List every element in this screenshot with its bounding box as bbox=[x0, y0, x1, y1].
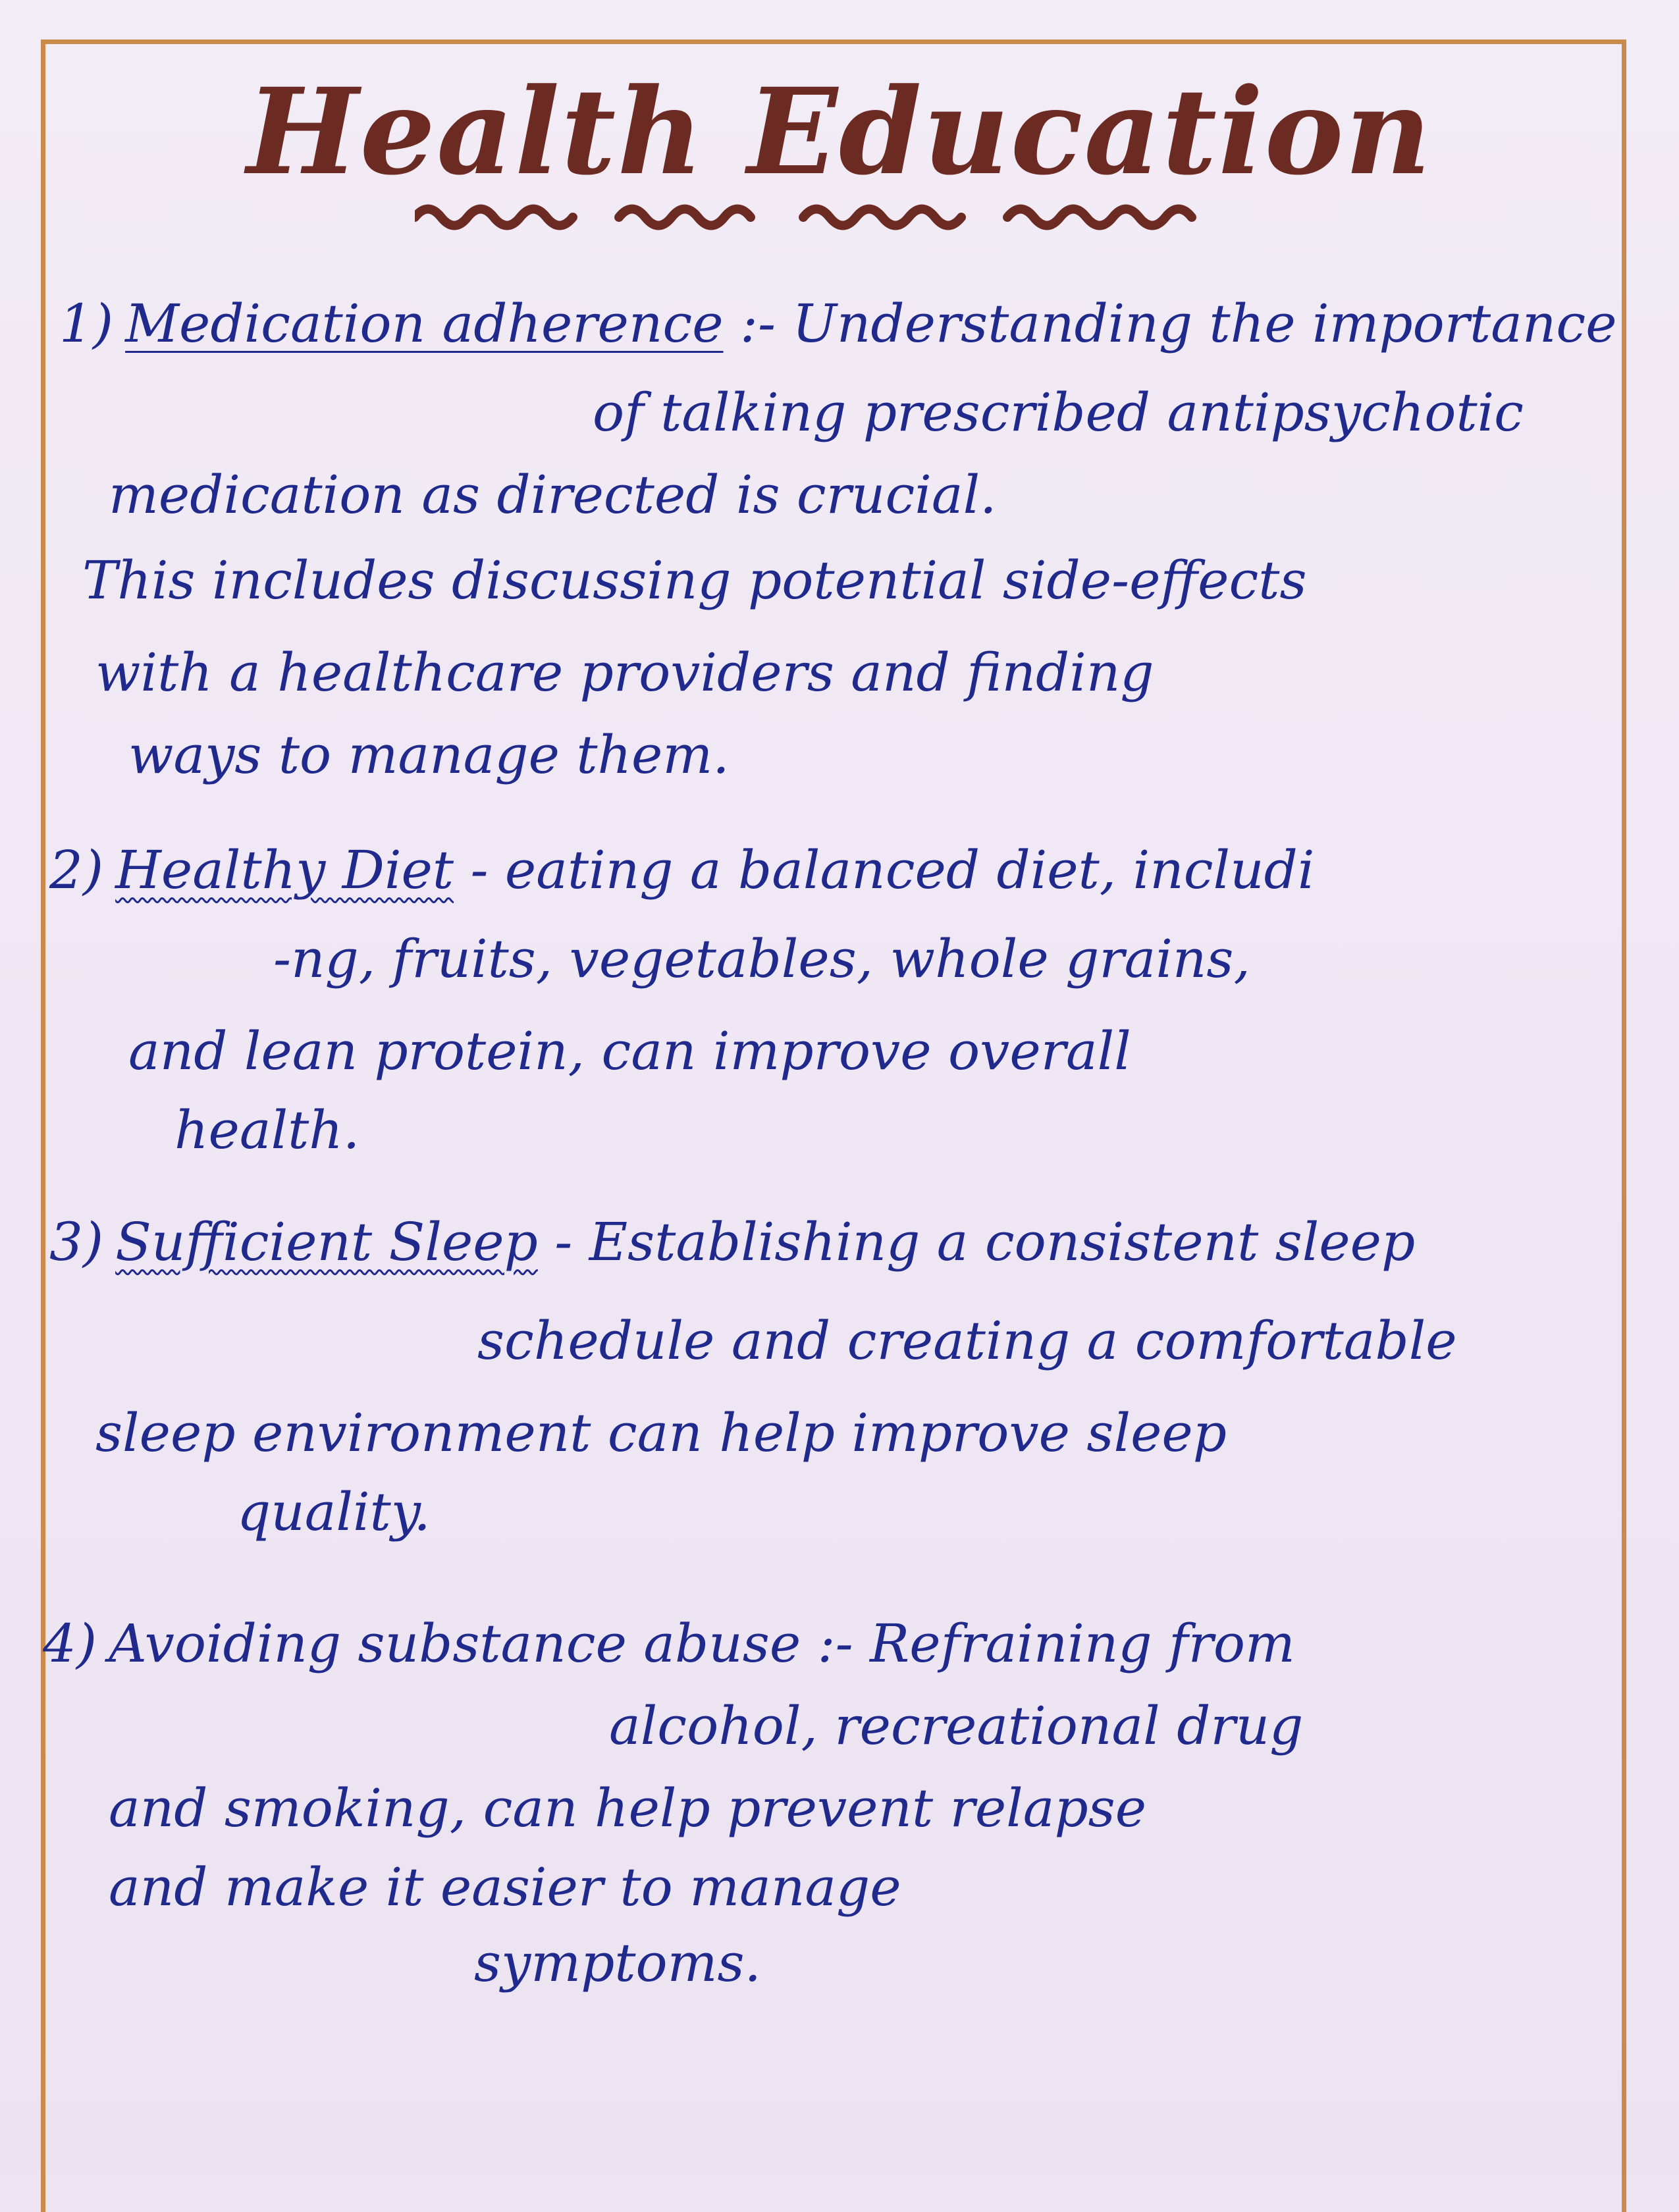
section-2-heading: Healthy Diet bbox=[115, 839, 454, 901]
section-1-line-1: Understanding the importance bbox=[792, 293, 1617, 354]
section-4-line-1: Refraining from bbox=[870, 1613, 1295, 1674]
section-2-line-2: -ng, fruits, vegetables, whole grains, bbox=[273, 928, 1250, 989]
section-3-heading: Sufficient Sleep bbox=[115, 1211, 538, 1273]
section-4-heading: Avoiding substance abuse bbox=[109, 1613, 801, 1674]
section-1-line-6: ways to manage them. bbox=[128, 724, 730, 785]
section-3-line-4: quality. bbox=[237, 1481, 431, 1542]
section-1-heading-line bbox=[59, 293, 1617, 354]
section-4-line-2: alcohol, recreational drug bbox=[609, 1695, 1304, 1756]
section-3-heading-line bbox=[49, 1211, 1415, 1273]
section-1-line-3: medication as directed is crucial. bbox=[109, 464, 997, 525]
section-3-separator: - bbox=[554, 1211, 573, 1273]
section-2-line-4: health. bbox=[174, 1099, 360, 1161]
section-4-line-5: symptoms. bbox=[474, 1932, 761, 1993]
section-4-number: 4) bbox=[43, 1613, 97, 1674]
section-3-line-2: schedule and creating a comfortable bbox=[477, 1310, 1457, 1371]
section-2-heading-line bbox=[49, 839, 1314, 901]
section-4-separator: :- bbox=[817, 1613, 853, 1674]
section-2-line-1: eating a balanced diet, includi bbox=[504, 839, 1315, 901]
section-1-line-2: of talking prescribed antipsychotic bbox=[593, 382, 1524, 443]
section-3-number: 3) bbox=[49, 1211, 104, 1273]
section-3-line-3: sleep environment can help improve sleep bbox=[95, 1402, 1227, 1463]
section-2-separator: - bbox=[470, 839, 489, 901]
page-title: Health Education bbox=[246, 63, 1433, 201]
section-4-heading-line bbox=[43, 1613, 1295, 1674]
section-4-line-3: and smoking, can help prevent relapse bbox=[109, 1778, 1147, 1839]
section-2-number: 2) bbox=[49, 839, 104, 901]
section-1-heading: Medication adherence bbox=[125, 293, 724, 354]
section-2-line-3: and lean protein, can improve overall bbox=[128, 1020, 1131, 1082]
section-4-line-4: and make it easier to manage bbox=[109, 1856, 901, 1918]
section-3-line-1: Establishing a consistent sleep bbox=[589, 1211, 1416, 1273]
section-1-line-5: with a healthcare providers and finding bbox=[95, 642, 1154, 703]
section-1-separator: :- bbox=[739, 293, 776, 354]
section-1-number: 1) bbox=[59, 293, 114, 354]
section-1-line-4: This includes discussing potential side-effects bbox=[82, 550, 1307, 611]
title-decorative-wave bbox=[415, 191, 1337, 237]
